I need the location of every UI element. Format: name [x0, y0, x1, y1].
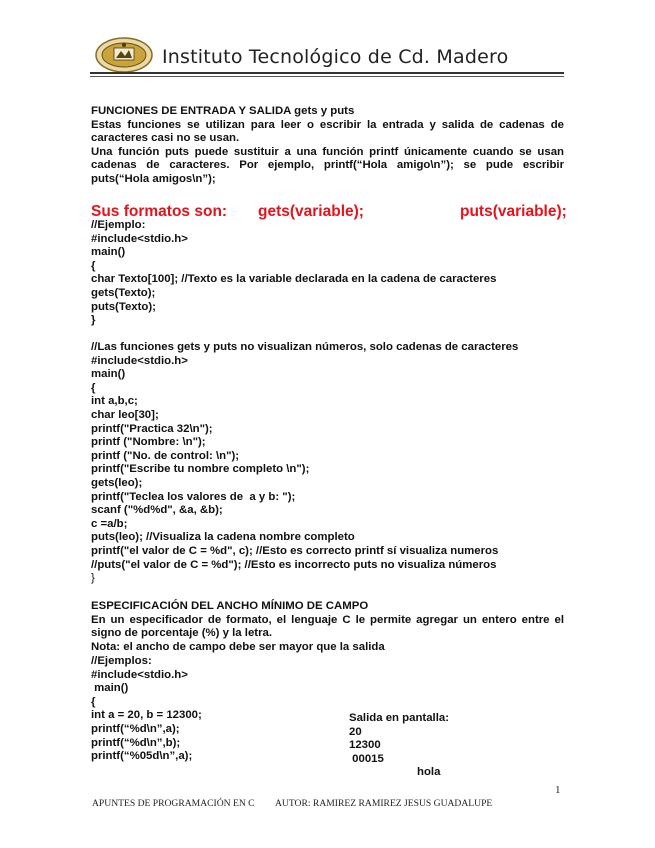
header-rule-thin	[90, 76, 564, 77]
code-line: main()	[91, 368, 126, 381]
code-line: printf("Practica 32\n");	[91, 422, 213, 435]
code-line: char leo[30];	[91, 408, 159, 421]
output-value: hola	[417, 766, 441, 779]
code-line: c =a/b;	[91, 517, 128, 530]
code-line: //Las funciones gets y puts no visualizan números, solo cadenas de caracteres	[91, 341, 519, 353]
code-line: main()	[91, 682, 129, 695]
footer-author: AUTOR: RAMIREZ RAMIREZ JESUS GUADALUPE	[274, 798, 493, 809]
code-line: printf ("Nombre: \n");	[91, 436, 206, 449]
footer-course: APUNTES DE PROGRAMACIÓN EN C	[92, 798, 255, 809]
code-line: main()	[91, 246, 126, 259]
code-line: printf("Teclea los valores de a y b: ");	[91, 490, 296, 503]
code-line: scanf ("%d%d", &a, &b);	[91, 504, 223, 517]
institution-name: Instituto Tecnológico de Cd. Madero	[162, 46, 509, 68]
puts-format: puts(variable);	[460, 203, 567, 220]
header-rule	[90, 72, 564, 74]
code-line: #include<stdio.h>	[91, 668, 188, 681]
code-line: int a = 20, b = 12300;	[91, 709, 202, 722]
gets-format: gets(variable);	[258, 203, 364, 220]
screen-output	[349, 712, 449, 780]
code-line: printf(“%05d\n”,a);	[91, 750, 193, 763]
section-title: FUNCIONES DE ENTRADA Y SALIDA gets y puts	[91, 105, 355, 117]
paragraph-line: puts(“Hola amigos\n”);	[91, 172, 216, 185]
output-value: 00015	[349, 752, 384, 765]
code-example-3	[91, 655, 351, 764]
output-label: Salida en pantalla:	[349, 712, 450, 724]
code-line: printf("el valor de C = %d", c); //Esto es correcto printf sí visualiza numeros	[91, 544, 499, 557]
output-value: 20	[349, 725, 362, 738]
paragraph-line: En un especificador de formato, el lenguaje C le permite agregar un entero entre el	[91, 613, 564, 626]
code-line: printf ("No. de control: \n");	[91, 449, 240, 462]
paragraph-line: Una función puts puede sustituir a una función printf únicamente cuando se usan	[91, 145, 564, 158]
output-value: 12300	[349, 739, 381, 752]
code-line: puts(leo); //Visualiza la cadena nombre completo	[91, 531, 355, 544]
code-line: gets(leo);	[91, 476, 143, 489]
paragraph-line: Estas funciones se utilizan para leer o escribir la entrada y salida de cadenas de	[91, 118, 564, 131]
section-gets-puts	[91, 105, 564, 187]
section-title: ESPECIFICACIÓN DEL ANCHO MÍNIMO DE CAMPO	[91, 600, 369, 612]
code-line: //puts("el valor de C = %d"); //Esto es incorrecto puts no visualiza números	[91, 558, 497, 571]
paragraph-line: Nota: el ancho de campo debe ser mayor que la salida	[91, 640, 385, 653]
code-line: }	[91, 314, 96, 327]
code-line: char Texto[100]; //Texto es la variable declarada en la cadena de caracteres	[91, 273, 497, 286]
paragraph-line: cadenas de caracteres. Por ejemplo, printf(“Hola amigo\n”); se pude escribir	[91, 159, 564, 172]
code-line: gets(Texto);	[91, 286, 156, 299]
paragraph-line: signo de porcentaje (%) y la letra.	[91, 627, 273, 640]
code-example-1	[91, 219, 564, 328]
code-line: {	[91, 259, 96, 272]
page-footer	[92, 798, 564, 809]
code-line: {	[91, 381, 96, 394]
code-line: puts(Texto);	[91, 300, 156, 313]
code-line: #include<stdio.h>	[91, 232, 188, 245]
code-line: }	[91, 572, 95, 585]
code-line: printf(“%d\n”,b);	[91, 736, 181, 749]
page-number: 1	[555, 784, 561, 796]
institute-logo-icon	[94, 36, 154, 74]
code-line: printf(“%d\n”,a);	[91, 722, 180, 735]
code-line: //Ejemplo:	[91, 219, 146, 231]
code-example-2	[91, 341, 564, 586]
formats-label: Sus formatos son:	[91, 203, 228, 220]
paragraph-line: caracteres casi no se usan.	[91, 132, 240, 145]
code-line: //Ejemplos:	[91, 655, 152, 667]
code-line: {	[91, 695, 96, 708]
section-field-width	[91, 600, 564, 654]
code-line: #include<stdio.h>	[91, 354, 188, 367]
code-line: int a,b,c;	[91, 395, 138, 408]
code-line: printf("Escribe tu nombre completo \n");	[91, 463, 310, 476]
